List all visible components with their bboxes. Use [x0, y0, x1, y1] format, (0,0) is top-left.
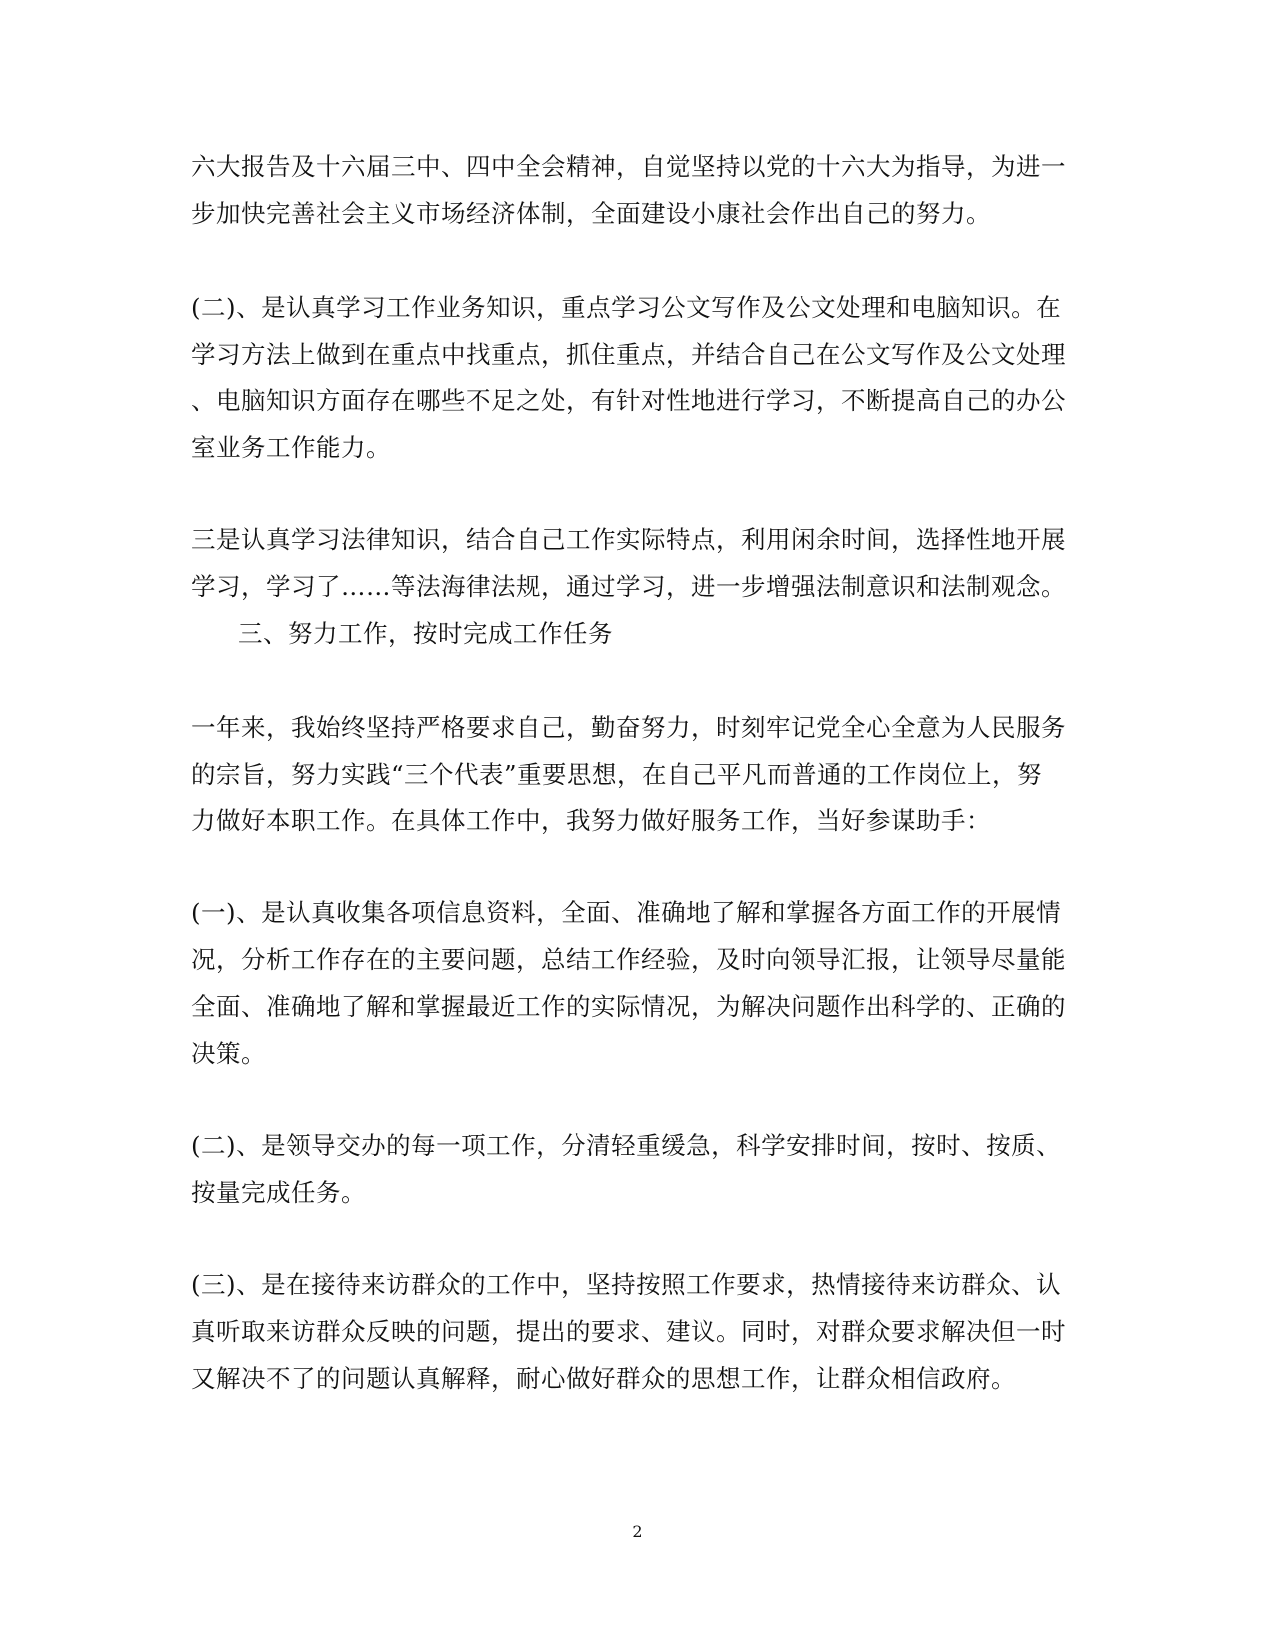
body-text-line: 全面、准确地了解和掌握最近工作的实际情况，为解决问题作出科学的、正确的 — [191, 992, 1066, 1021]
body-text-line: (二)、是认真学习工作业务知识，重点学习公文写作及公文处理和电脑知识。在 — [191, 293, 1062, 322]
body-text-line: 学习，学习了……等法海律法规，通过学习，进一步增强法制意识和法制观念。 — [191, 572, 1066, 601]
section-heading: 三、努力工作，按时完成工作任务 — [238, 619, 613, 648]
body-text-line: (三)、是在接待来访群众的工作中，坚持按照工作要求，热情接待来访群众、认 — [191, 1270, 1062, 1299]
body-text-line: 三是认真学习法律知识，结合自己工作实际特点，利用闲余时间，选择性地开展 — [191, 525, 1066, 554]
body-text-line: 按量完成任务。 — [191, 1178, 366, 1207]
body-text-line: 况，分析工作存在的主要问题，总结工作经验，及时向领导汇报，让领导尽量能 — [191, 945, 1066, 974]
body-text-line: 的宗旨，努力实践“三个代表”重要思想，在自己平凡而普通的工作岗位上，努 — [191, 760, 1043, 789]
body-text-line: 学习方法上做到在重点中找重点，抓住重点，并结合自己在公文写作及公文处理 — [191, 340, 1066, 369]
body-text-line: 决策。 — [191, 1039, 266, 1068]
body-text-line: (一)、是认真收集各项信息资料，全面、准确地了解和掌握各方面工作的开展情 — [191, 898, 1062, 927]
body-text-line: 一年来，我始终坚持严格要求自己，勤奋努力，时刻牢记党全心全意为人民服务 — [191, 713, 1066, 742]
page-number: 2 — [632, 1522, 643, 1541]
body-text-line: (二)、是领导交办的每一项工作，分清轻重缓急，科学安排时间，按时、按质、 — [191, 1131, 1062, 1160]
body-text-line: 真听取来访群众反映的问题，提出的要求、建议。同时，对群众要求解决但一时 — [191, 1317, 1066, 1346]
body-text-line: 六大报告及十六届三中、四中全会精神，自觉坚持以党的十六大为指导，为进一 — [191, 152, 1066, 181]
body-text-line: 步加快完善社会主义市场经济体制，全面建设小康社会作出自己的努力。 — [191, 199, 991, 228]
body-text-line: 又解决不了的问题认真解释，耐心做好群众的思想工作，让群众相信政府。 — [191, 1364, 1016, 1393]
body-text-line: 室业务工作能力。 — [191, 433, 391, 462]
body-text-line: 力做好本职工作。在具体工作中，我努力做好服务工作，当好参谋助手： — [191, 806, 991, 835]
body-text-line: 、电脑知识方面存在哪些不足之处，有针对性地进行学习，不断提高自己的办公 — [191, 386, 1066, 415]
